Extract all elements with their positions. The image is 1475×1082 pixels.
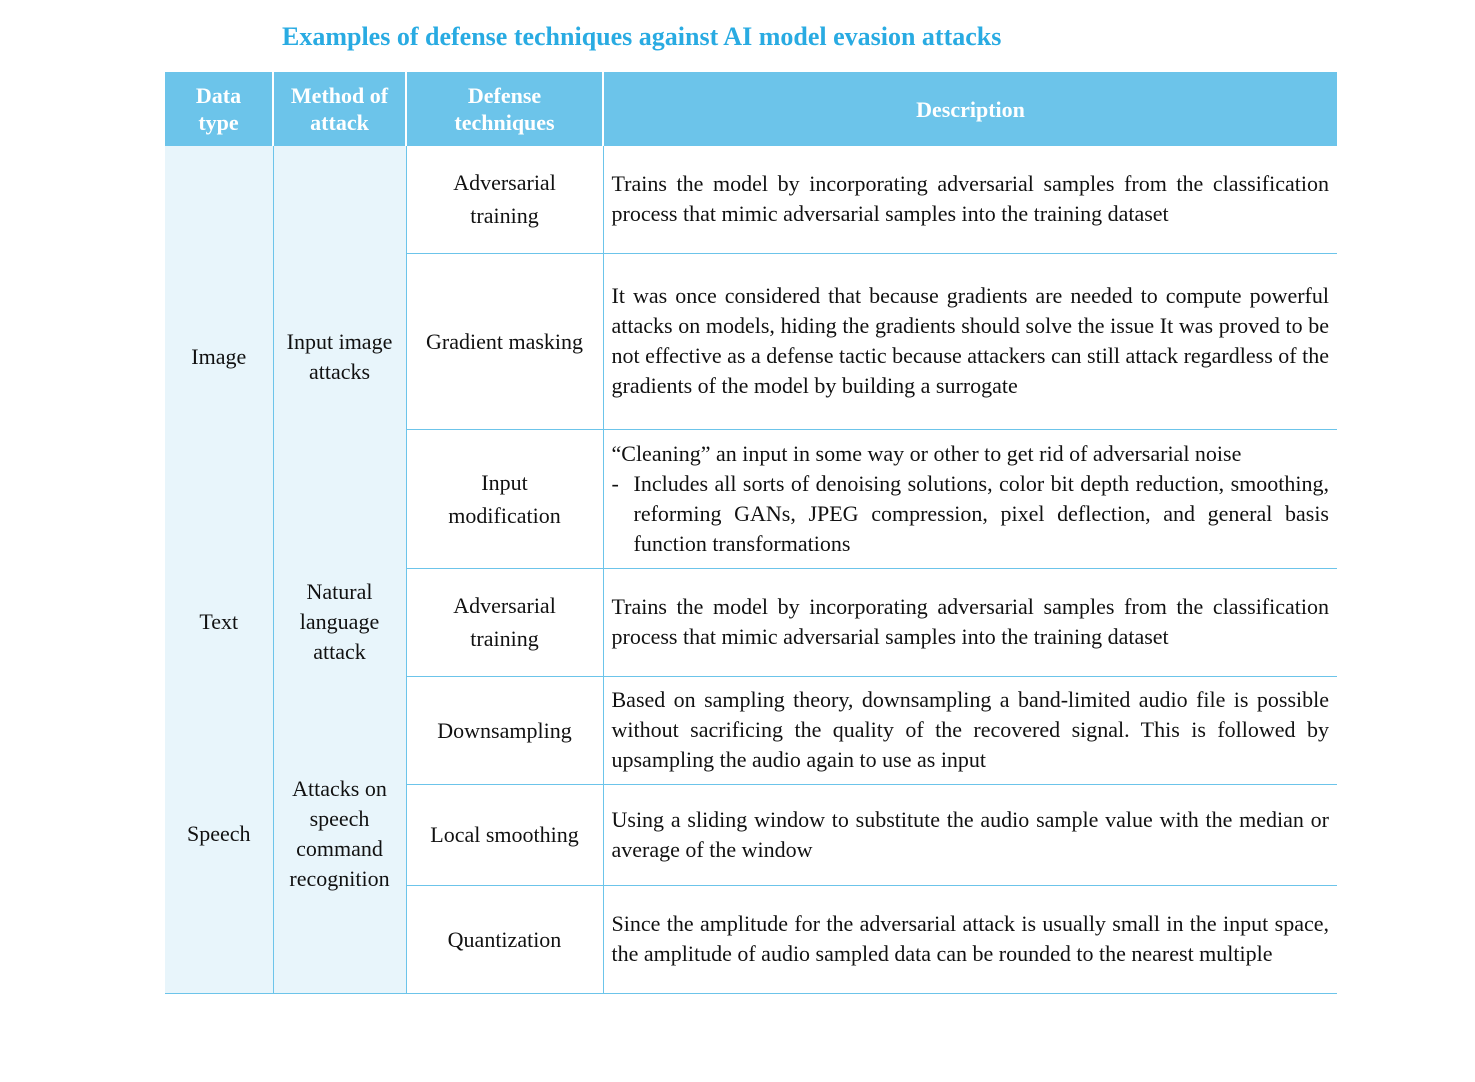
defense-techniques-table	[165, 72, 1337, 994]
technique-cell: Downsampling	[406, 676, 603, 784]
header-method-of-attack: Method of attack	[273, 72, 406, 146]
data-type-text: Text	[165, 568, 273, 676]
table-row	[165, 568, 1337, 676]
table-body	[165, 146, 1337, 993]
method-input-image-attacks: Input image attacks	[273, 146, 406, 568]
header-row	[165, 72, 1337, 146]
technique-cell: Gradient masking	[406, 253, 603, 429]
header-data-type: Data type	[165, 72, 273, 146]
description-cell: Using a sliding window to substitute the audio sample value with the median or average of the window	[603, 784, 1337, 885]
table	[165, 72, 1337, 994]
technique-cell: Adversarial training	[406, 568, 603, 676]
description-line: “Cleaning” an input in some way or other to get rid of adversarial noise	[611, 440, 1242, 466]
table-row	[165, 676, 1337, 784]
header-description: Description	[603, 72, 1337, 146]
technique-cell: Local smoothing	[406, 784, 603, 885]
technique-cell: Quantization	[406, 885, 603, 993]
technique-cell: Input modification	[406, 429, 603, 568]
bullet-marker: -	[611, 470, 619, 496]
table-row	[165, 146, 1337, 253]
method-natural-language-attack: Natural language attack	[273, 568, 406, 676]
table-header	[165, 72, 1337, 146]
data-type-speech: Speech	[165, 676, 273, 993]
description-cell: Trains the model by incorporating adversarial samples from the classification process that mimic adversarial samples into the training dataset	[603, 568, 1337, 676]
table-title: Examples of defense techniques against AI model evasion attacks	[282, 22, 1002, 51]
description-cell: Since the amplitude for the adversarial attack is usually small in the input space, the amplitude of audio sampled data can be rounded to the nearest multiple	[603, 885, 1337, 993]
description-cell	[603, 429, 1337, 568]
method-attacks-on-speech: Attacks on speech command recognition	[273, 676, 406, 993]
description-bullet	[612, 469, 1330, 559]
header-defense-techniques: Defense techniques	[406, 72, 603, 146]
bullet-text: Includes all sorts of denoising solutions, color bit depth reduction, smoothing, reforming GANs, JPEG compression, pixel deflection, and general basis function transformations	[633, 470, 1329, 556]
technique-cell: Adversarial training	[406, 146, 603, 253]
description-cell: Trains the model by incorporating adversarial samples from the classification process that mimic adversarial samples into the training dataset	[603, 146, 1337, 253]
data-type-image: Image	[165, 146, 273, 568]
description-cell: Based on sampling theory, downsampling a band-limited audio file is possible without sacrificing the quality of the recovered signal. This is followed by upsampling the audio again to use as input	[603, 676, 1337, 784]
description-cell: It was once considered that because gradients are needed to compute powerful attacks on models, hiding the gradients should solve the issue It was proved to be not effective as a defense tactic because attackers can still attack regardless of the gradients of the model by building a surrogate	[603, 253, 1337, 429]
